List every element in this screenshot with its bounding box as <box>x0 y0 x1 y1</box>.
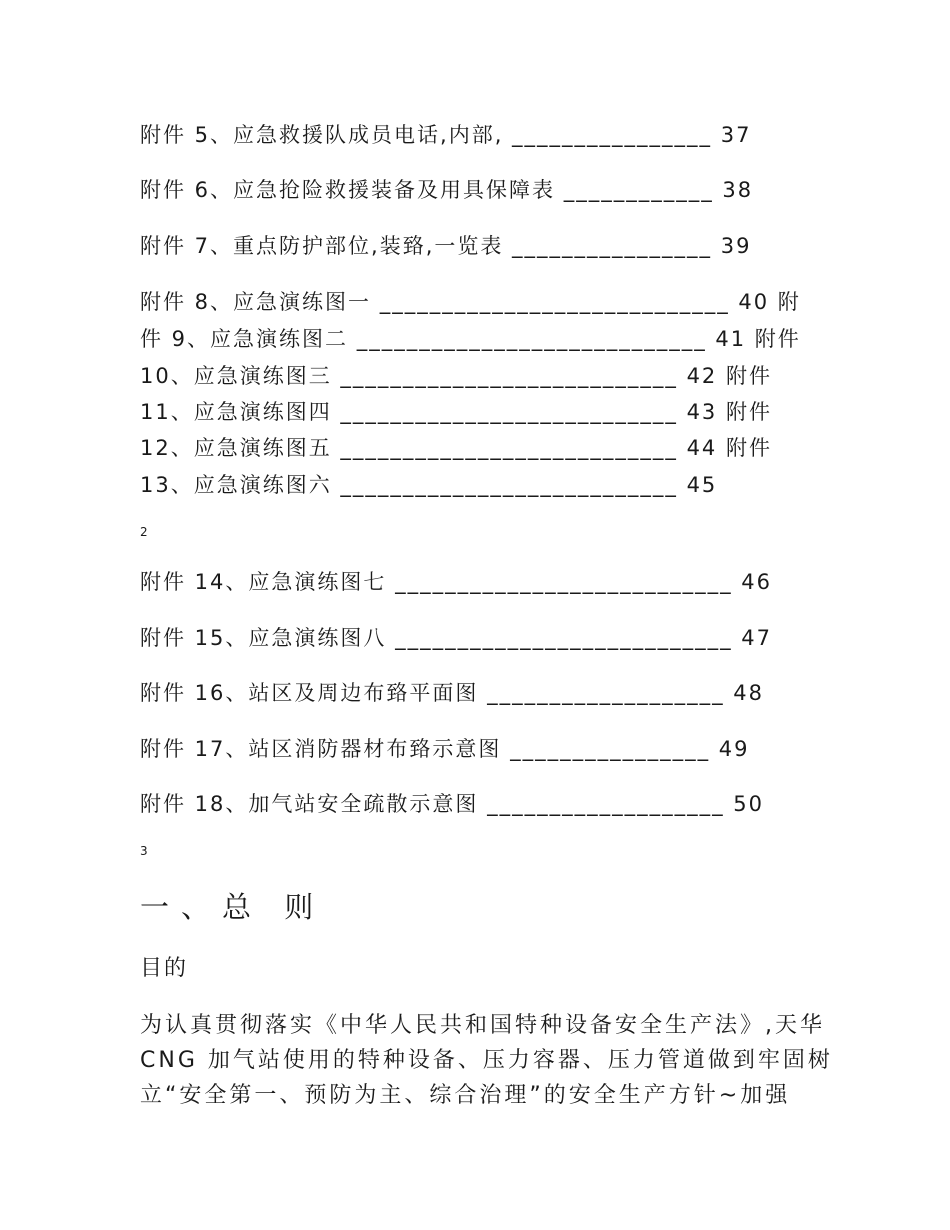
toc-entry: 附件 5、应急救援队成员电话,内部, ________________ 37 <box>140 123 752 147</box>
page-number: 2 <box>140 525 148 539</box>
toc-entry: 11、应急演练图四 ___________________________ 43 附件 <box>140 400 772 424</box>
toc-entry: 附件 7、重点防护部位,装臵,一览表 ________________ 39 <box>140 234 752 258</box>
toc-entry: 附件 15、应急演练图八 ___________________________ 47 <box>140 626 772 650</box>
body-line: 为认真贯彻落实《中华人民共和国特种设备安全生产法》,天华 <box>140 1013 825 1038</box>
toc-entry: 12、应急演练图五 ___________________________ 44 附件 <box>140 436 772 460</box>
toc-entry: 10、应急演练图三 ___________________________ 42 附件 <box>140 364 772 388</box>
toc-entry: 附件 18、加气站安全疏散示意图 ___________________ 50 <box>140 792 764 816</box>
toc-entry: 附件 14、应急演练图七 ___________________________ 46 <box>140 570 772 594</box>
toc-entry: 13、应急演练图六 ___________________________ 45 <box>140 473 718 497</box>
subheading: 目的 <box>140 956 189 981</box>
toc-entry: 附件 6、应急抢险救援装备及用具保障表 ____________ 38 <box>140 178 754 202</box>
page-number: 3 <box>140 844 148 858</box>
body-line: 立“安全第一、预防为主、综合治理”的安全生产方针~加强 <box>140 1083 791 1108</box>
toc-entry: 附件 17、站区消防器材布臵示意图 ________________ 49 <box>140 737 750 761</box>
toc-entry: 件 9、应急演练图二 ____________________________ 41 附件 <box>140 327 801 351</box>
section-heading: 一、总 则 <box>140 890 326 924</box>
toc-entry: 附件 8、应急演练图一 ____________________________ 40 附 <box>140 290 801 314</box>
body-line: CNG 加气站使用的特种设备、压力容器、压力管道做到牢固树 <box>140 1048 833 1073</box>
toc-entry: 附件 16、站区及周边布臵平面图 ___________________ 48 <box>140 681 764 705</box>
